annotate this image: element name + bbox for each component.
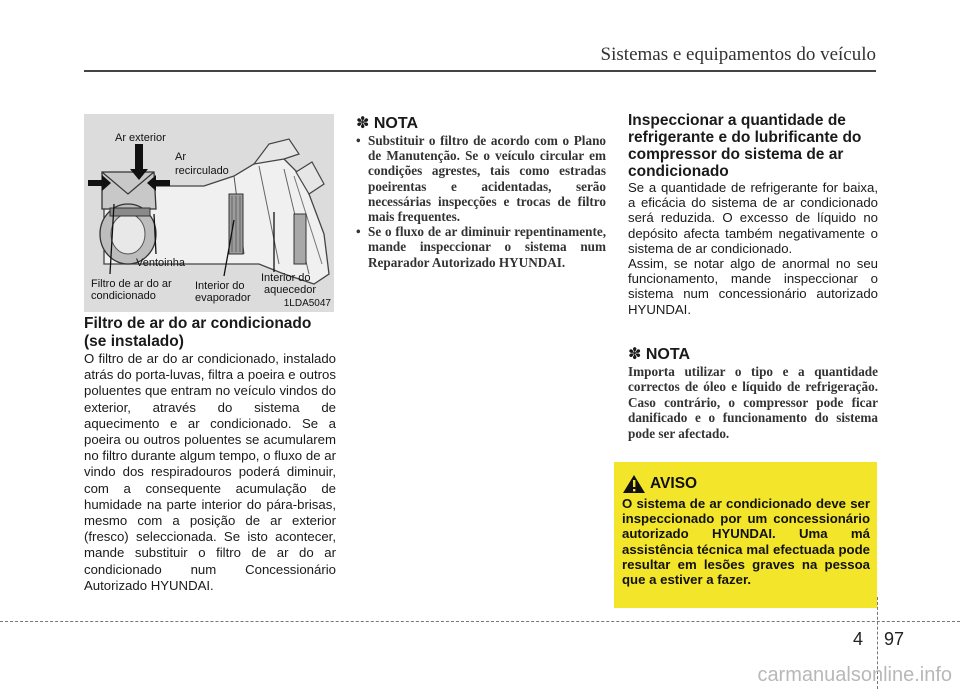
nota-heading-2: ✽ NOTA [628, 346, 690, 363]
chapter-number: 4 [853, 629, 864, 649]
nota-list-item: • Se o fluxo de ar diminuir repentinamente, mande inspeccionar o sistema num Reparador Autorizado HYUNDAI. [356, 224, 606, 270]
label-evaporador-line2: evaporador [195, 292, 251, 304]
nota-list [356, 133, 606, 270]
nota-2-paragraph: Importa utilizar o tipo e a quantidade correctos de óleo e líquido de refrigeração. Caso contrário, o compressor pode ficar danificado e o funcionamento do sistema pode ser afectado. [628, 364, 878, 441]
label-aquecedor-line2: aquecedor [264, 284, 316, 296]
header-rule [84, 70, 876, 72]
refrigerant-text [628, 180, 878, 317]
footer-rule [0, 621, 960, 622]
page-header-title: Sistemas e equipamentos do veículo [600, 44, 876, 65]
nota-list-item: • Substituir o filtro de acordo com o Plano de Manutenção. Se o veículo circular em condições agrestes, tais como estradas poeirentas e acidentadas, serão necessárias inspecções e trocas de filtro mais frequentes. [356, 133, 606, 224]
nota-heading: ✽ NOTA [356, 115, 418, 132]
label-evaporador-line1: Interior do [195, 280, 245, 292]
refrigerant-paragraph-1: Se a quantidade de refrigerante for baixa, a eficácia do sistema de ar condicionado será reduzida. O excesso de líquido no depósito afecta também negativamente o sistema de ar condicionado. [628, 180, 878, 256]
filter-paragraph: O filtro de ar do ar condicionado, instalado atrás do porta-luvas, filtra a poeira e outros poluentes que entram no veículo vindos do exterior, através do sistema de aquecimento e ar condicionado. Se a poeira ou outros poluentes se acumularem no filtro durante algum tempo, o fluxo de ar vindo dos respiradouros poderá diminuir, com a consequente acumulação de humidade na parte interior do pára-brisas, mesmo com a posição de ar exterior (fresco) seleccionada. Se isto acontecer, mande substituir o filtro de ar do ar condicionado num Concessionário Autorizado HYUNDAI. [84, 351, 336, 593]
watermark-text: carmanualsonline.info [757, 664, 952, 686]
warning-text: O sistema de ar condicionado deve ser inspeccionado por um concessionário autorizado HYUNDAI. Uma má assistência técnica mal efectuada pode resultar em lesões graves na pessoa que a estiver a fazer. [622, 496, 870, 588]
warning-triangle-icon [622, 474, 646, 494]
label-ventoinha: Ventoinha [136, 257, 185, 269]
section-heading-filter-line2: (se instalado) [84, 333, 184, 350]
label-filtro-line2: condicionado [91, 290, 156, 302]
warning-box [614, 462, 877, 608]
label-aquecedor-line1: Interior do [261, 272, 311, 284]
label-filtro-line1: Filtro de ar do ar [91, 278, 172, 290]
refrigerant-paragraph-2: Assim, se notar algo de anormal no seu funcionamento, mande inspeccionar o sistema num concessionário autorizado HYUNDAI. [628, 256, 878, 317]
page-number: 97 [884, 629, 905, 649]
section-heading-filter [84, 315, 336, 351]
warning-header [622, 474, 870, 494]
label-ar-recirculado-line2: recirculado [175, 165, 229, 177]
warning-title: AVISO [650, 475, 698, 492]
section-heading-filter-line1: Filtro de ar do ar condicionado [84, 315, 312, 332]
section-heading-refrigerant: Inspeccionar a quantidade de refrigerante e do lubrificante do compressor do sistema de ar condicionado [628, 112, 862, 180]
figure-code: 1LDA5047 [283, 298, 331, 309]
label-ar-exterior: Ar exterior [115, 132, 166, 144]
label-ar-recirculado-line1: Ar [175, 151, 186, 163]
hvac-diagram [84, 114, 334, 312]
